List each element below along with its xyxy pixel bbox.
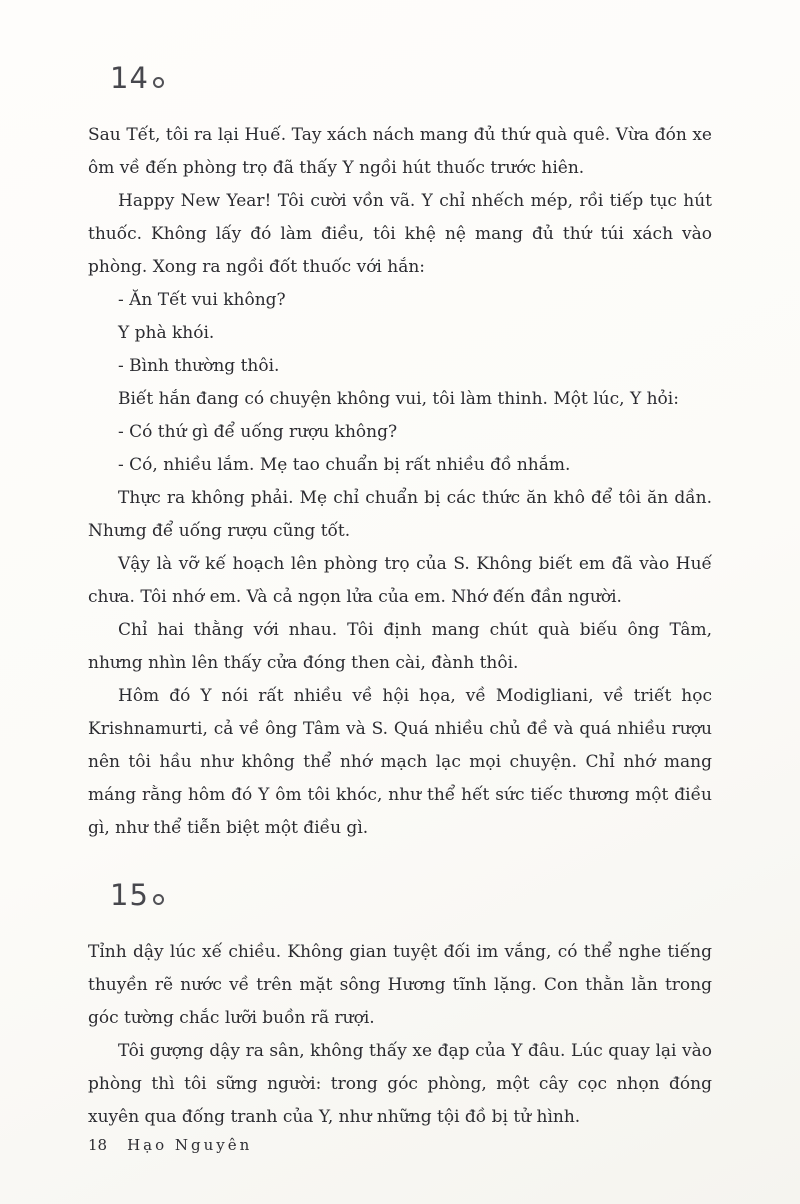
paragraph: Y phà khói. bbox=[118, 323, 215, 343]
paragraph: Happy New Year! Tôi cười vồn vã. Y chỉ nhếch mép, rồi tiếp tục hút thuốc. Không lấy đó làm điều, tôi khệ nệ mang đủ thứ túi xách vào phòng. Xong ra ngồi đốt thuốc với hắn: bbox=[88, 191, 712, 277]
section-15 bbox=[88, 878, 712, 1134]
paragraph: Vậy là vỡ kế hoạch lên phòng trọ của S. Không biết em đã vào Huế chưa. Tôi nhớ em. Và cả ngọn lửa của em. Nhớ đến đần người. bbox=[88, 554, 712, 607]
paragraph: Tôi gượng dậy ra sân, không thấy xe đạp của Y đâu. Lúc quay lại vào phòng thì tôi sững người: trong góc phòng, một cây cọc nhọn đóng xuyên qua đống tranh của Y, như những tội đồ bị tử hình. bbox=[88, 1041, 712, 1127]
section-heading bbox=[110, 878, 712, 912]
author-name: Hạo Nguyên bbox=[127, 1136, 253, 1154]
page-footer bbox=[88, 1136, 252, 1154]
dialogue-line: - Có, nhiều lắm. Mẹ tao chuẩn bị rất nhiều đồ nhắm. bbox=[118, 455, 571, 475]
section-number: 14 bbox=[110, 61, 149, 95]
paragraph: Biết hắn đang có chuyện không vui, tôi làm thinh. Một lúc, Y hỏi: bbox=[118, 389, 679, 409]
dialogue-line: - Bình thường thôi. bbox=[118, 356, 280, 376]
paragraph: Tỉnh dậy lúc xế chiều. Không gian tuyệt đối im vắng, có thể nghe tiếng thuyền rẽ nước về trên mặt sông Hương tĩnh lặng. Con thằn lằn trong góc tường chắc lưỡi buồn rã rượi. bbox=[88, 942, 712, 1028]
paragraph: Chỉ hai thằng với nhau. Tôi định mang chút quà biếu ông Tâm, nhưng nhìn lên thấy cửa đóng then cài, đành thôi. bbox=[88, 620, 712, 673]
section-14 bbox=[88, 61, 712, 845]
paragraph: Hôm đó Y nói rất nhiều về hội họa, về Modigliani, về triết học Krishnamurti, cả về ông Tâm và S. Quá nhiều chủ đề và quá nhiều rượu nên tôi hầu như không thể nhớ mạch lạc mọi chuyện. Chỉ nhớ mang máng rằng hôm đó Y ôm tôi khóc, như thể hết sức tiếc thương một điều gì, như thể tiễn biệt một điều gì. bbox=[88, 686, 712, 838]
section-number: 15 bbox=[110, 878, 149, 912]
paragraph: Sau Tết, tôi ra lại Huế. Tay xách nách mang đủ thứ quà quê. Vừa đón xe ôm về đến phòng trọ đã thấy Y ngồi hút thuốc trước hiên. bbox=[88, 125, 712, 178]
heading-dot-icon bbox=[153, 894, 164, 905]
heading-dot-icon bbox=[153, 77, 164, 88]
dialogue-line: - Ăn Tết vui không? bbox=[118, 290, 286, 310]
dialogue-line: - Có thứ gì để uống rượu không? bbox=[118, 422, 398, 442]
paragraph: Thực ra không phải. Mẹ chỉ chuẩn bị các thức ăn khô để tôi ăn dần. Nhưng để uống rượu cũng tốt. bbox=[88, 488, 712, 541]
section-heading bbox=[110, 61, 712, 95]
page-number: 18 bbox=[88, 1136, 108, 1154]
